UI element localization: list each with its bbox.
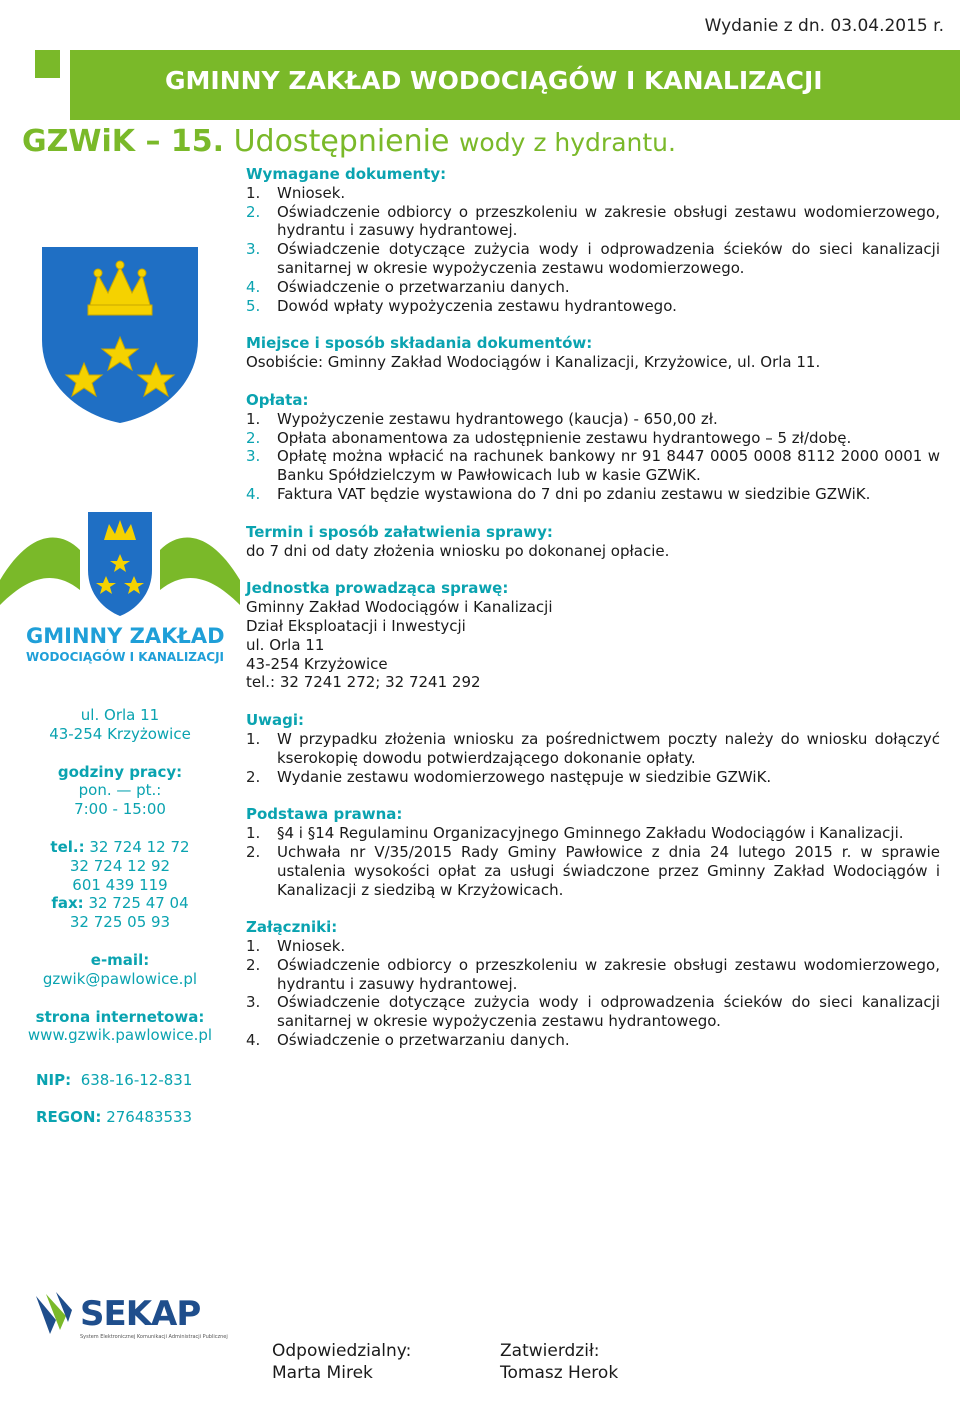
sekap-logo-icon <box>34 1290 74 1340</box>
list-item: 1. Wniosek. <box>246 183 346 202</box>
document-title-small: wody z hydrantu. <box>458 128 676 157</box>
organization-title: GMINNY ZAKŁAD WODOCIĄGÓW I KANALIZACJI <box>165 66 823 95</box>
list-item: 5. Dowód wpłaty wypożyczenia zestawu hydrantowego. <box>246 296 677 315</box>
logo-text-line1: GMINNY ZAKŁAD <box>26 624 225 648</box>
section-heading: Jednostka prowadząca sprawę: <box>246 579 509 598</box>
phone-line-1: tel.: 32 724 12 72 <box>50 837 190 856</box>
approved-label: Zatwierdził: <box>500 1341 600 1361</box>
unit-line: Gminny Zakład Wodociągów i Kanalizacji <box>246 598 553 617</box>
responsible-name: Marta Mirek <box>272 1363 373 1383</box>
issue-date: Wydanie z dn. 03.04.2015 r. <box>704 16 944 36</box>
email-label: e-mail: <box>90 950 150 969</box>
list-item: 3. Oświadczenie dotyczące zużycia wody i odprowadzenia ścieków do sieci kanalizacji sanitarnej w okresie wypożyczenia zestawu wodomierzowego. <box>246 240 940 277</box>
list-item: 2. Uchwała nr V/35/2015 Rady Gminy Pawłowice z dnia 24 lutego 2015 r. w sprawie ustalenia wysokości opłat za usługi świadczone przez Gminny Zakład Wodociągów i Kanalizacji z siedzibą w Krzyżowicach. <box>246 842 940 899</box>
fax-line-1: fax: 32 725 47 04 <box>51 894 189 913</box>
registry-ids <box>36 1062 192 1136</box>
legal-basis-section <box>246 805 940 899</box>
section-heading: Podstawa prawna: <box>246 805 403 824</box>
section-heading: Termin i sposób załatwienia sprawy: <box>246 522 553 541</box>
section-heading: Wymagane dokumenty: <box>246 165 447 183</box>
list-item: 1. Wypożyczenie zestawu hydrantowego (kaucja) - 650,00 zł. <box>246 409 718 428</box>
sidebar-city: 43-254 Krzyżowice <box>49 724 191 743</box>
sekap-name: SEKAP <box>80 1294 201 1334</box>
section-heading: Uwagi: <box>246 711 305 730</box>
regon-line: REGON: 276483533 <box>36 1108 193 1126</box>
list-item: 1. Wniosek. <box>246 937 346 956</box>
logo-text-line2: WODOCIĄGÓW I KANALIZACJI <box>26 650 225 664</box>
document-title-big: Udostępnienie <box>233 124 450 159</box>
responsible-signature <box>272 1340 411 1384</box>
banner-square-decoration <box>35 50 60 78</box>
document-heading <box>22 124 676 159</box>
responsible-unit-section <box>246 579 940 692</box>
hours-time: 7:00 - 15:00 <box>74 800 166 819</box>
list-item: 3. Oświadczenie dotyczące zużycia wody i odprowadzenia ścieków do sieci kanalizacji sanitarnej w okresie wypożyczenia zestawu hydrantowego. <box>246 993 940 1031</box>
email-link[interactable]: gzwik@pawlowice.pl <box>42 969 198 988</box>
list-item: 4. Oświadczenie o przetwarzaniu danych. <box>246 277 570 296</box>
list-item: 2. Wydanie zestawu wodomierzowego następuje w siedzibie GZWiK. <box>246 767 772 786</box>
attachments-section <box>246 918 940 1050</box>
header-banner <box>0 50 960 120</box>
hours-label: godziny pracy: <box>57 762 183 781</box>
submission-section <box>246 334 940 372</box>
unit-line: 43-254 Krzyżowice <box>246 654 388 673</box>
list-item: 4. Faktura VAT będzie wystawiona do 7 dni po zdaniu zestawu w siedzibie GZWiK. <box>246 484 871 503</box>
section-heading: Miejsce i sposób składania dokumentów: <box>246 334 593 353</box>
list-item: 2. Oświadczenie odbiorcy o przeszkoleniu w zakresie obsługi zestawu wodomierzowego, hydrantu i zasuwy hydrantowej. <box>246 202 940 240</box>
approved-signature <box>500 1340 618 1384</box>
unit-line: ul. Orla 11 <box>246 635 325 654</box>
coat-of-arms-icon <box>40 245 200 425</box>
nip-line: NIP: 638-16-12-831 <box>36 1071 193 1089</box>
website-link[interactable]: www.gzwik.pawlowice.pl <box>27 1026 213 1045</box>
contact-sidebar <box>0 706 240 1045</box>
document-code: GZWiK – 15. <box>22 124 225 159</box>
phone-line-2: 32 724 12 92 <box>69 856 171 875</box>
list-item: 1. W przypadku złożenia wniosku za pośrednictwem poczty należy do wniosku dołączyć kserokopię dowodu potwierdzającego dokonanie opłaty. <box>246 729 940 767</box>
sidebar-street: ul. Orla 11 <box>80 706 160 724</box>
unit-line: Dział Eksploatacji i Inwestycji <box>246 616 466 635</box>
deadline-section <box>246 523 940 561</box>
sekap-tagline: System Elektronicznej Komunikacji Administracji Publicznej <box>80 1334 228 1340</box>
unit-line: tel.: 32 7241 272; 32 7241 292 <box>246 673 481 692</box>
phone-line-3: 601 439 119 <box>72 875 168 894</box>
section-heading: Opłata: <box>246 390 309 409</box>
hours-days: pon. — pt.: <box>78 781 162 800</box>
section-text: do 7 dni od daty złożenia wniosku po dokonanej opłacie. <box>246 541 670 560</box>
responsible-label: Odpowiedzialny: <box>272 1341 412 1361</box>
notes-section <box>246 711 940 786</box>
section-text: Osobiście: Gminny Zakład Wodociągów i Kanalizacji, Krzyżowice, ul. Orla 11. <box>246 353 821 372</box>
list-item: 1. §4 i §14 Regulaminu Organizacyjnego Gminnego Zakładu Wodociągów i Kanalizacji. <box>246 824 904 843</box>
main-content <box>246 165 940 1050</box>
required-documents-section <box>246 165 940 315</box>
list-item: 2. Oświadczenie odbiorcy o przeszkoleniu w zakresie obsługi zestawu wodomierzowego, hydrantu i zasuwy hydrantowej. <box>246 955 940 993</box>
fee-section <box>246 391 940 504</box>
fax-line-2: 32 725 05 93 <box>69 913 171 932</box>
section-heading: Załączniki: <box>246 918 338 937</box>
gzwik-logo-icon <box>0 510 240 622</box>
website-label: strona internetowa: <box>35 1007 205 1026</box>
list-item: 3. Opłatę można wpłacić na rachunek bankowy nr 91 8447 0005 0008 8112 2000 0001 w Banku Spółdzielczym w Pawłowicach lub w kasie GZWiK. <box>246 447 940 485</box>
list-item: 4. Oświadczenie o przetwarzaniu danych. <box>246 1031 570 1050</box>
approved-name: Tomasz Herok <box>500 1363 619 1383</box>
list-item: 2. Opłata abonamentowa za udostępnienie zestawu hydrantowego – 5 zł/dobę. <box>246 428 852 447</box>
